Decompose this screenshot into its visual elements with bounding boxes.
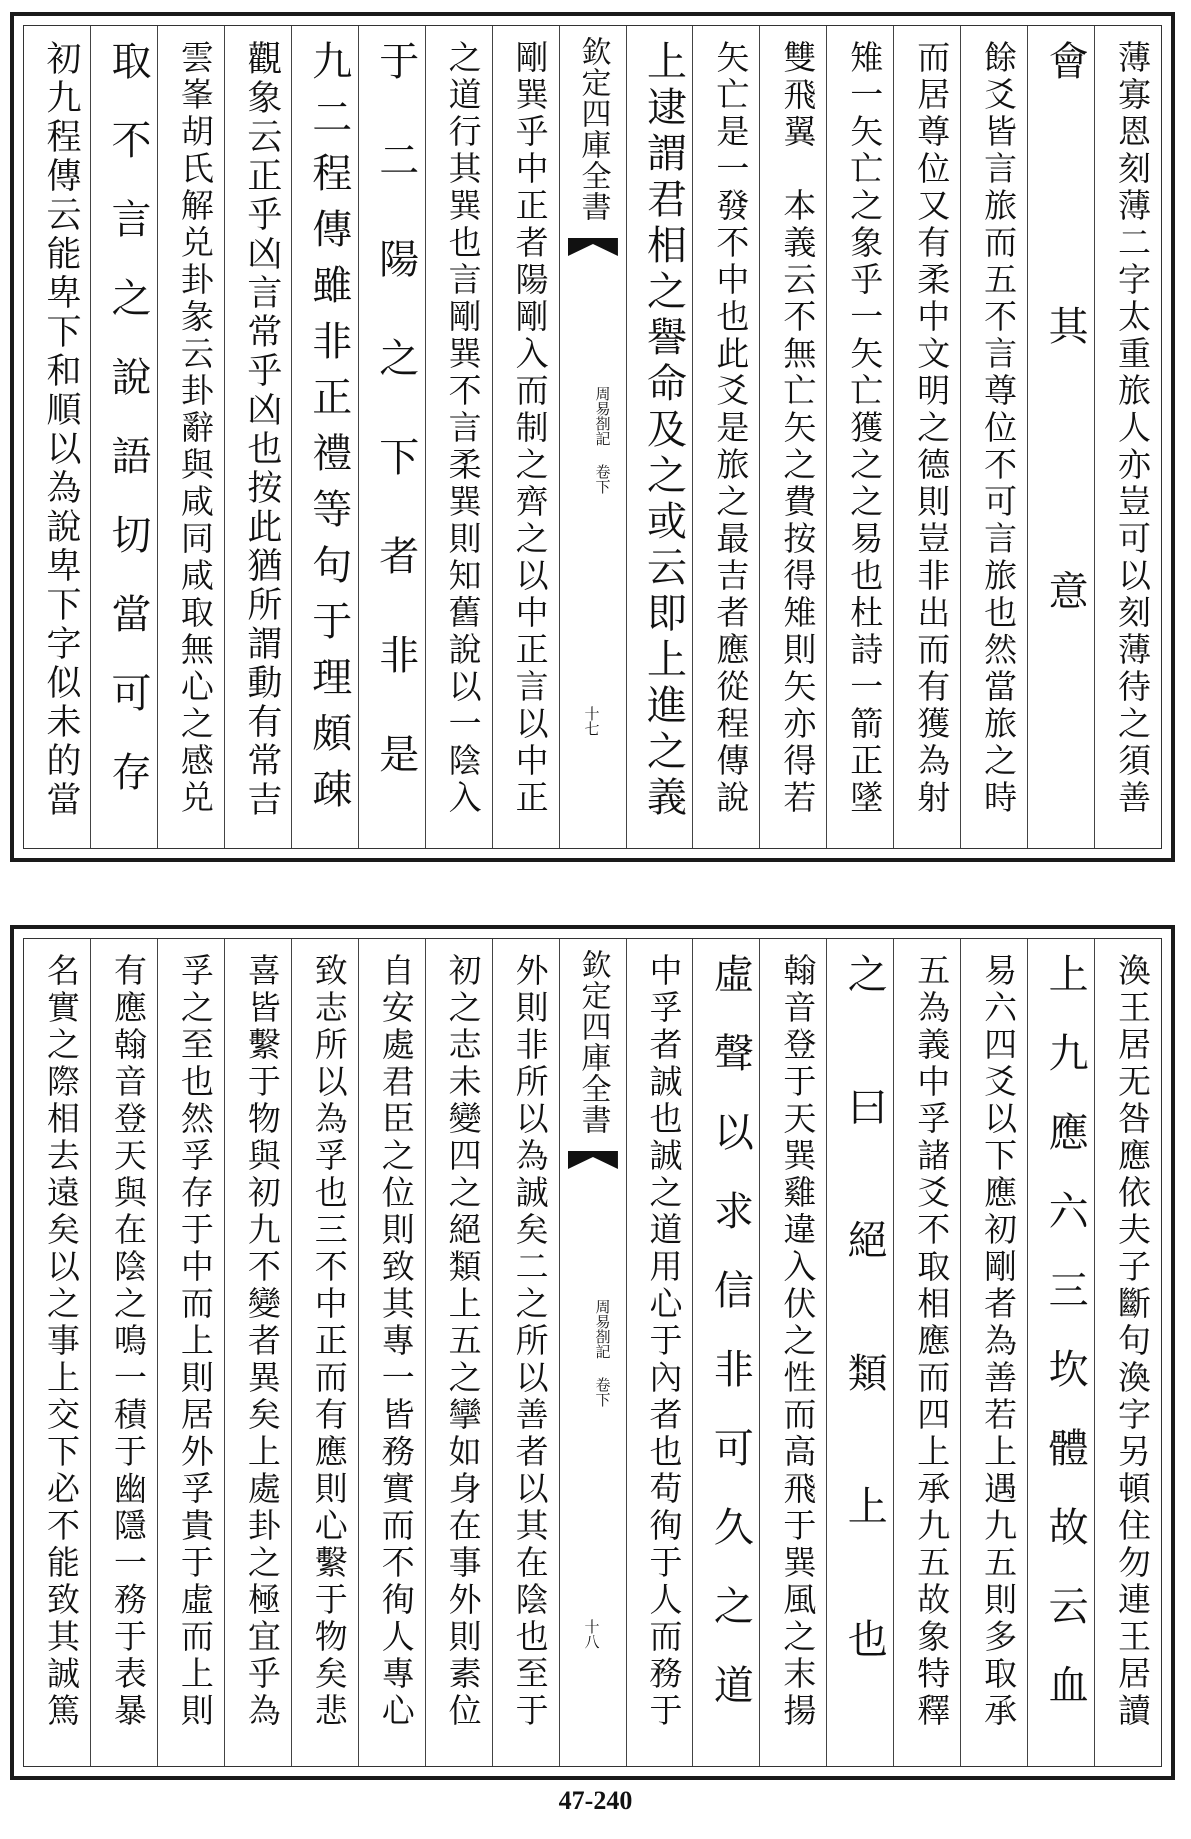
bottom-page-columns xyxy=(24,939,1161,1766)
fish-tail-mark-icon xyxy=(568,1151,618,1169)
text-column: 有應翰音登天與在陰之鳴一積于幽隱一務于表暴 xyxy=(90,939,157,1766)
top-page-frame xyxy=(23,25,1162,849)
text-column: 上逮謂君相之譽命及之或云即上進之義 xyxy=(626,26,693,848)
text-column: 雉一矢亡之象乎一矢亡獲之之易也杜詩一箭正墜 xyxy=(826,26,893,848)
text-column: 而居尊位又有柔中文明之德則豈非出而有獲為射 xyxy=(893,26,960,848)
text-column: 觀象云正乎凶言常乎凶也按此猶所謂動有常吉 xyxy=(224,26,291,848)
text-column: 于二陽之下者非是 xyxy=(358,26,425,848)
folio-number: 十八 xyxy=(582,1619,601,1649)
text-column: 初九程傳云能卑下和順以為說卑下字似未的當 xyxy=(41,40,81,820)
text-column: 取不言之說語切當可存 xyxy=(90,26,157,848)
text-column: 易六四爻以下應初剛者為善若上遇九五則多取承 xyxy=(960,939,1027,1766)
page-number: 47-240 xyxy=(558,1786,633,1815)
text-column: 名實之際相去遠矣以之事上交下必不能致其誠篤 xyxy=(42,953,81,1730)
text-column: 自安處君臣之位則致其專一皆務實而不徇人專心 xyxy=(358,939,425,1766)
text-column: 虛聲以求信非可久之道 xyxy=(692,939,759,1766)
text-column: 初之志未變四之絕類上五之攣如身在事外則素位 xyxy=(425,939,492,1766)
text-column: 喜皆繫于物與初九不變者異矣上處卦之極宜乎為 xyxy=(224,939,291,1766)
text-column: 餘爻皆言旅而五不言尊位不可言旅也然當旅之時 xyxy=(960,26,1027,848)
text-column: 雲峯胡氏解兑卦彖云卦辭與咸同咸取無心之感兑 xyxy=(157,26,224,848)
text-column: 九二程傳雖非正禮等句于理頗疎 xyxy=(291,26,358,848)
text-column: 翰音登于天巽雞違入伏之性而高飛于巽風之末揚 xyxy=(759,939,826,1766)
text-column: 外則非所以為誠矣二之所以善者以其在陰也至于 xyxy=(492,939,559,1766)
text-column: 五為義中孚諸爻不取相應而四上承九五故象特釋 xyxy=(893,939,960,1766)
text-column: 致志所以為孚也三不中正而有應則心繫于物矣悲 xyxy=(291,939,358,1766)
book-title: 欽定四庫全書 xyxy=(575,36,611,222)
top-page-columns xyxy=(24,26,1161,848)
center-fold xyxy=(559,26,626,848)
fish-tail-mark-icon xyxy=(568,238,618,256)
bottom-page-frame xyxy=(23,938,1162,1767)
text-column: 之曰絕類上也 xyxy=(826,939,893,1766)
text-column: 孚之至也然孚存于中而上則居外孚貴于虛而上則 xyxy=(157,939,224,1766)
book-title: 欽定四庫全書 xyxy=(575,949,611,1135)
center-fold xyxy=(559,939,626,1766)
top-page xyxy=(10,12,1175,862)
text-column: 雙飛翼 本義云不無亡矢之費按得雉則矢亦得若 xyxy=(759,26,826,848)
text-column: 中孚者誠也誠之道用心于內者也苟徇于人而務于 xyxy=(626,939,693,1766)
bottom-page xyxy=(10,925,1175,1780)
book-subtitle: 周易剳記 卷下 xyxy=(593,1299,612,1407)
text-column: 剛巽乎中正者陽剛入而制之齊之以中正言以中正 xyxy=(492,26,559,848)
book-subtitle: 周易剳記 卷下 xyxy=(593,386,612,494)
folio-number: 十七 xyxy=(582,706,601,736)
text-column: 之道行其巽也言剛巽不言柔巽則知舊說以一陰入 xyxy=(425,26,492,848)
text-column: 矢亡是一發不中也此爻是旅之最吉者應從程傳說 xyxy=(692,26,759,848)
text-column: 會其意 xyxy=(1027,26,1094,848)
text-column: 渙王居无咎應依夫子斷句渙字另頓住勿連王居讀 xyxy=(1094,939,1161,1766)
text-column: 上九應六三坎體故云血 xyxy=(1027,939,1094,1766)
text-column: 薄寡恩刻薄二字太重旅人亦豈可以刻薄待之須善 xyxy=(1094,26,1161,848)
